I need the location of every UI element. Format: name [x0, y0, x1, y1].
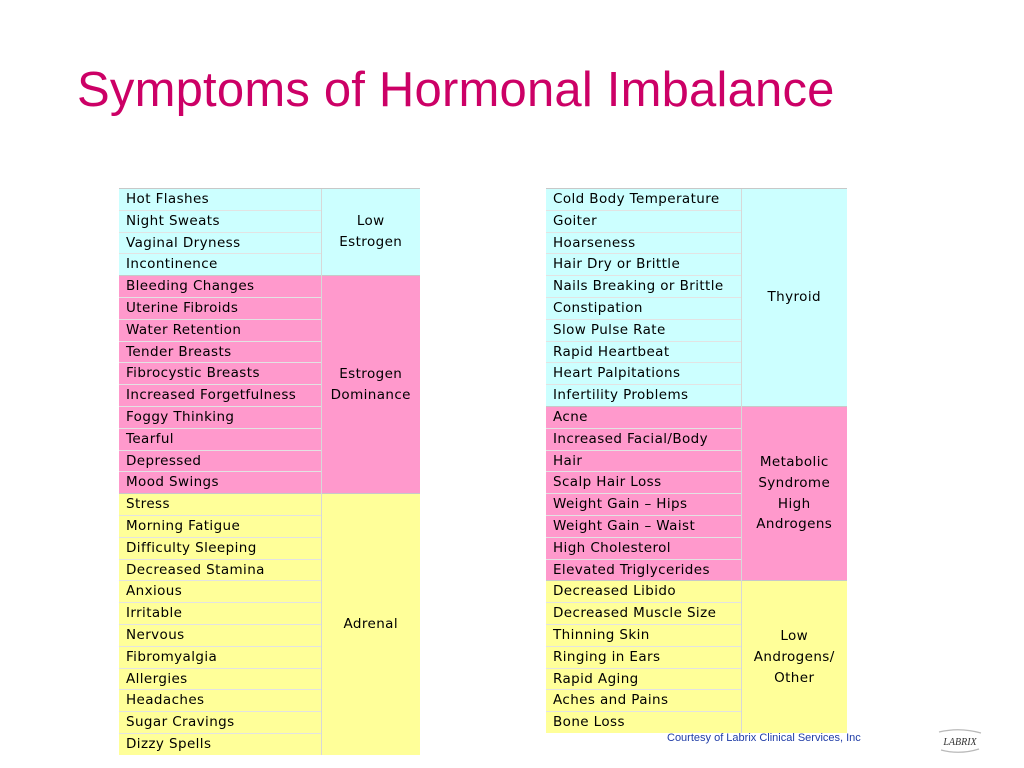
symptom-cell: Hair Dry or Brittle — [546, 254, 741, 276]
symptom-cell: Nervous — [119, 624, 321, 646]
symptom-cell: Rapid Aging — [546, 668, 741, 690]
category-cell — [741, 406, 847, 580]
symptom-cell: Foggy Thinking — [119, 406, 321, 428]
symptom-cell: Tender Breasts — [119, 341, 321, 363]
symptom-cell: Aches and Pains — [546, 690, 741, 712]
symptom-cell: Anxious — [119, 581, 321, 603]
symptom-cell: Night Sweats — [119, 210, 321, 232]
category-label: Other — [774, 669, 815, 686]
symptom-cell: Allergies — [119, 668, 321, 690]
symptom-cell: Infertility Problems — [546, 385, 741, 407]
left-table-body — [119, 189, 420, 755]
footer-credit: Courtesy of Labrix Clinical Services, Inc — [667, 732, 861, 744]
symptom-cell: Weight Gain – Waist — [546, 515, 741, 537]
category-label: Metabolic — [759, 454, 829, 471]
category-cell — [321, 276, 420, 494]
symptom-cell: Headaches — [119, 690, 321, 712]
symptom-cell: Hair — [546, 450, 741, 472]
symptom-cell: Tearful — [119, 428, 321, 450]
category-label: Androgens/ — [753, 648, 835, 665]
labrix-logo-icon — [935, 728, 985, 754]
category-label: Low — [780, 627, 809, 644]
symptom-cell: Incontinence — [119, 254, 321, 276]
category-label: Estrogen — [339, 365, 403, 382]
symptom-cell: Vaginal Dryness — [119, 232, 321, 254]
symptom-cell: Acne — [546, 406, 741, 428]
symptom-cell: Increased Forgetfulness — [119, 385, 321, 407]
symptom-cell: Depressed — [119, 450, 321, 472]
symptom-cell: Bone Loss — [546, 712, 741, 733]
symptom-cell: Increased Facial/Body — [546, 428, 741, 450]
symptom-cell: Uterine Fibroids — [119, 297, 321, 319]
symptom-cell: Slow Pulse Rate — [546, 319, 741, 341]
symptom-cell: Nails Breaking or Brittle — [546, 276, 741, 298]
symptom-cell: Weight Gain – Hips — [546, 494, 741, 516]
symptom-cell: Thinning Skin — [546, 624, 741, 646]
category-label: Dominance — [330, 386, 411, 403]
category-label: Syndrome — [758, 474, 831, 491]
page-title: Symptoms of Hormonal Imbalance — [77, 63, 835, 117]
symptom-cell: Sugar Cravings — [119, 712, 321, 734]
symptom-cell: Scalp Hair Loss — [546, 472, 741, 494]
symptom-cell: Hoarseness — [546, 232, 741, 254]
symptom-cell: Decreased Stamina — [119, 559, 321, 581]
category-cell — [741, 189, 847, 407]
category-cell — [741, 581, 847, 733]
symptom-cell: Constipation — [546, 297, 741, 319]
category-label: Thyroid — [767, 289, 821, 306]
symptom-cell: Cold Body Temperature — [546, 189, 741, 211]
symptom-cell: Difficulty Sleeping — [119, 537, 321, 559]
symptom-cell: Fibromyalgia — [119, 646, 321, 668]
symptom-cell: Decreased Libido — [546, 581, 741, 603]
category-label: Low — [356, 213, 385, 230]
category-label: Adrenal — [343, 616, 398, 633]
category-cell — [321, 189, 420, 276]
symptom-cell: Goiter — [546, 210, 741, 232]
right-symptom-table — [546, 188, 847, 733]
symptom-cell: Decreased Muscle Size — [546, 603, 741, 625]
category-label: Estrogen — [339, 234, 403, 251]
symptom-cell: High Cholesterol — [546, 537, 741, 559]
symptom-cell: Ringing in Ears — [546, 646, 741, 668]
left-symptom-table — [119, 188, 420, 755]
symptom-cell: Elevated Triglycerides — [546, 559, 741, 581]
symptom-cell: Morning Fatigue — [119, 515, 321, 537]
right-table-body — [546, 189, 847, 733]
symptom-cell: Stress — [119, 494, 321, 516]
symptom-cell: Mood Swings — [119, 472, 321, 494]
category-cell — [321, 494, 420, 755]
symptom-cell: Rapid Heartbeat — [546, 341, 741, 363]
symptom-cell: Dizzy Spells — [119, 733, 321, 754]
symptom-cell: Fibrocystic Breasts — [119, 363, 321, 385]
symptom-cell: Heart Palpitations — [546, 363, 741, 385]
symptom-cell: Hot Flashes — [119, 189, 321, 211]
category-label: Androgens — [756, 516, 833, 533]
symptom-cell: Irritable — [119, 603, 321, 625]
symptom-cell: Water Retention — [119, 319, 321, 341]
category-label: High — [777, 495, 811, 512]
logo-text: LABRIX — [943, 737, 977, 748]
symptom-cell: Bleeding Changes — [119, 276, 321, 298]
